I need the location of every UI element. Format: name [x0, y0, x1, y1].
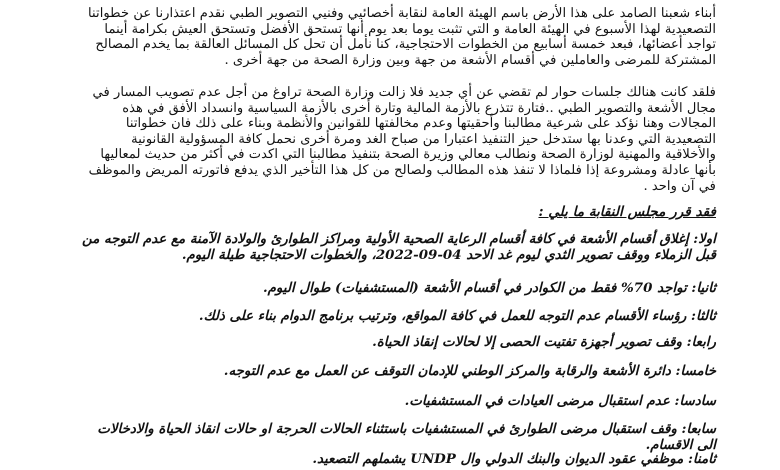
intro-paragraph: أبناء شعبنا الصامد على هذا الأرض باسم الهيئة العامة لنقابة أخصائيي وفنيي التصوير الطبي نقدم اعتذارنا عن خطواتنا التصعيدية لهذا الأسبوع في الهيئة العامة و التي تثبت يوما بعد يوم أنها تستحق الأفضل وتستحق العيش بكرامة أينما تواجد أعضائها، فبعد خمسة أسابيع من الخطوات الاحتجاجية، كنا نأمل أن تحل كل المسائل العالقة بما يخدم المصالح المشتركة للمرضى والعاملين في أقسام الأشعة من جهة وبين وزارة الصحة من جهة أخرى .	[88, 6, 716, 68]
decision-item-7: سابعا: وقف استقبال مرضى الطوارئ في المستشفيات باستثناء الحالات الحرجة او حالات انقاذ الحياة والادخالات الى الاقسام.	[97, 421, 716, 453]
decision-item-1: اولا: إغلاق أقسام الأشعة في كافة أقسام الرعاية الصحية الأولية ومراكز الطوارئ والولادة الآمنة مع عدم التوجه من قبل الزملاء ووقف تصوير الثدي ليوم غد الاحد 04-09-2022، والخطوات الاحتجاجية طيلة اليوم.	[82, 231, 716, 263]
decision-item-6: سادسا: عدم استقبال مرضى العيادات في المستشفيات.	[404, 393, 716, 409]
decision-item-8: ثامنا: موظفي عقود الديوان والبنك الدولي وال UNDP يشملهم التصعيد.	[312, 451, 716, 467]
decision-item-2: ثانيا: تواجد 70% فقط من الكوادر في أقسام الأشعة (المستشفيات) طوال اليوم.	[262, 280, 716, 296]
negotiations-paragraph: فلقد كانت هنالك جلسات حوار لم تقضي عن أي جديد فلا زالت وزارة الصحة تراوغ من أجل عدم تصويب المسار في مجال الأشعة والتصوير الطبي ..فتارة تتذرع بالأزمة المالية وتارة أخرى بالأزمة السياسية وانسداد الأفق في هذه المجالات وهنا نؤكد على شرعية مطالبنا وأحقيتها وعدم مخالفتها للقوانين والأنظمة وبناء على ذلك فان خطواتنا التصعيدية التي وعدنا بها ستدخل حيز التنفيذ اعتبارا من صباح الغد ومرة أخرى نحمل كافة المسؤولية القانونية والأخلاقية والمهنية لوزارة الصحة ونطالب معالي وزيرة الصحة بتنفيذ مطالبنا التي اكدت في أكثر من حديث لمعاليها بأنها عادلة ومشروعة إذا فلماذا لا تنفذ هذه المطالب ولصالح من كل هذا التأخير الذي يدفع فاتورته المريض والموظف في آن واحد .	[88, 85, 716, 194]
decision-item-3: ثالثا: رؤساء الأقسام عدم التوجه للعمل في كافة المواقع، وترتيب برنامج الدوام بناء على ذلك.	[198, 308, 716, 324]
decisions-heading: فقد قرر مجلس النقابة ما يلي :	[538, 204, 716, 220]
decision-item-4: رابعا: وقف تصوير أجهزة تفتيت الحصى إلا لحالات إنقاذ الحياة.	[372, 334, 716, 350]
decision-item-5: خامسا: دائرة الأشعة والرقابة والمركز الوطني للإدمان التوقف عن العمل مع عدم التوجه.	[223, 363, 716, 379]
